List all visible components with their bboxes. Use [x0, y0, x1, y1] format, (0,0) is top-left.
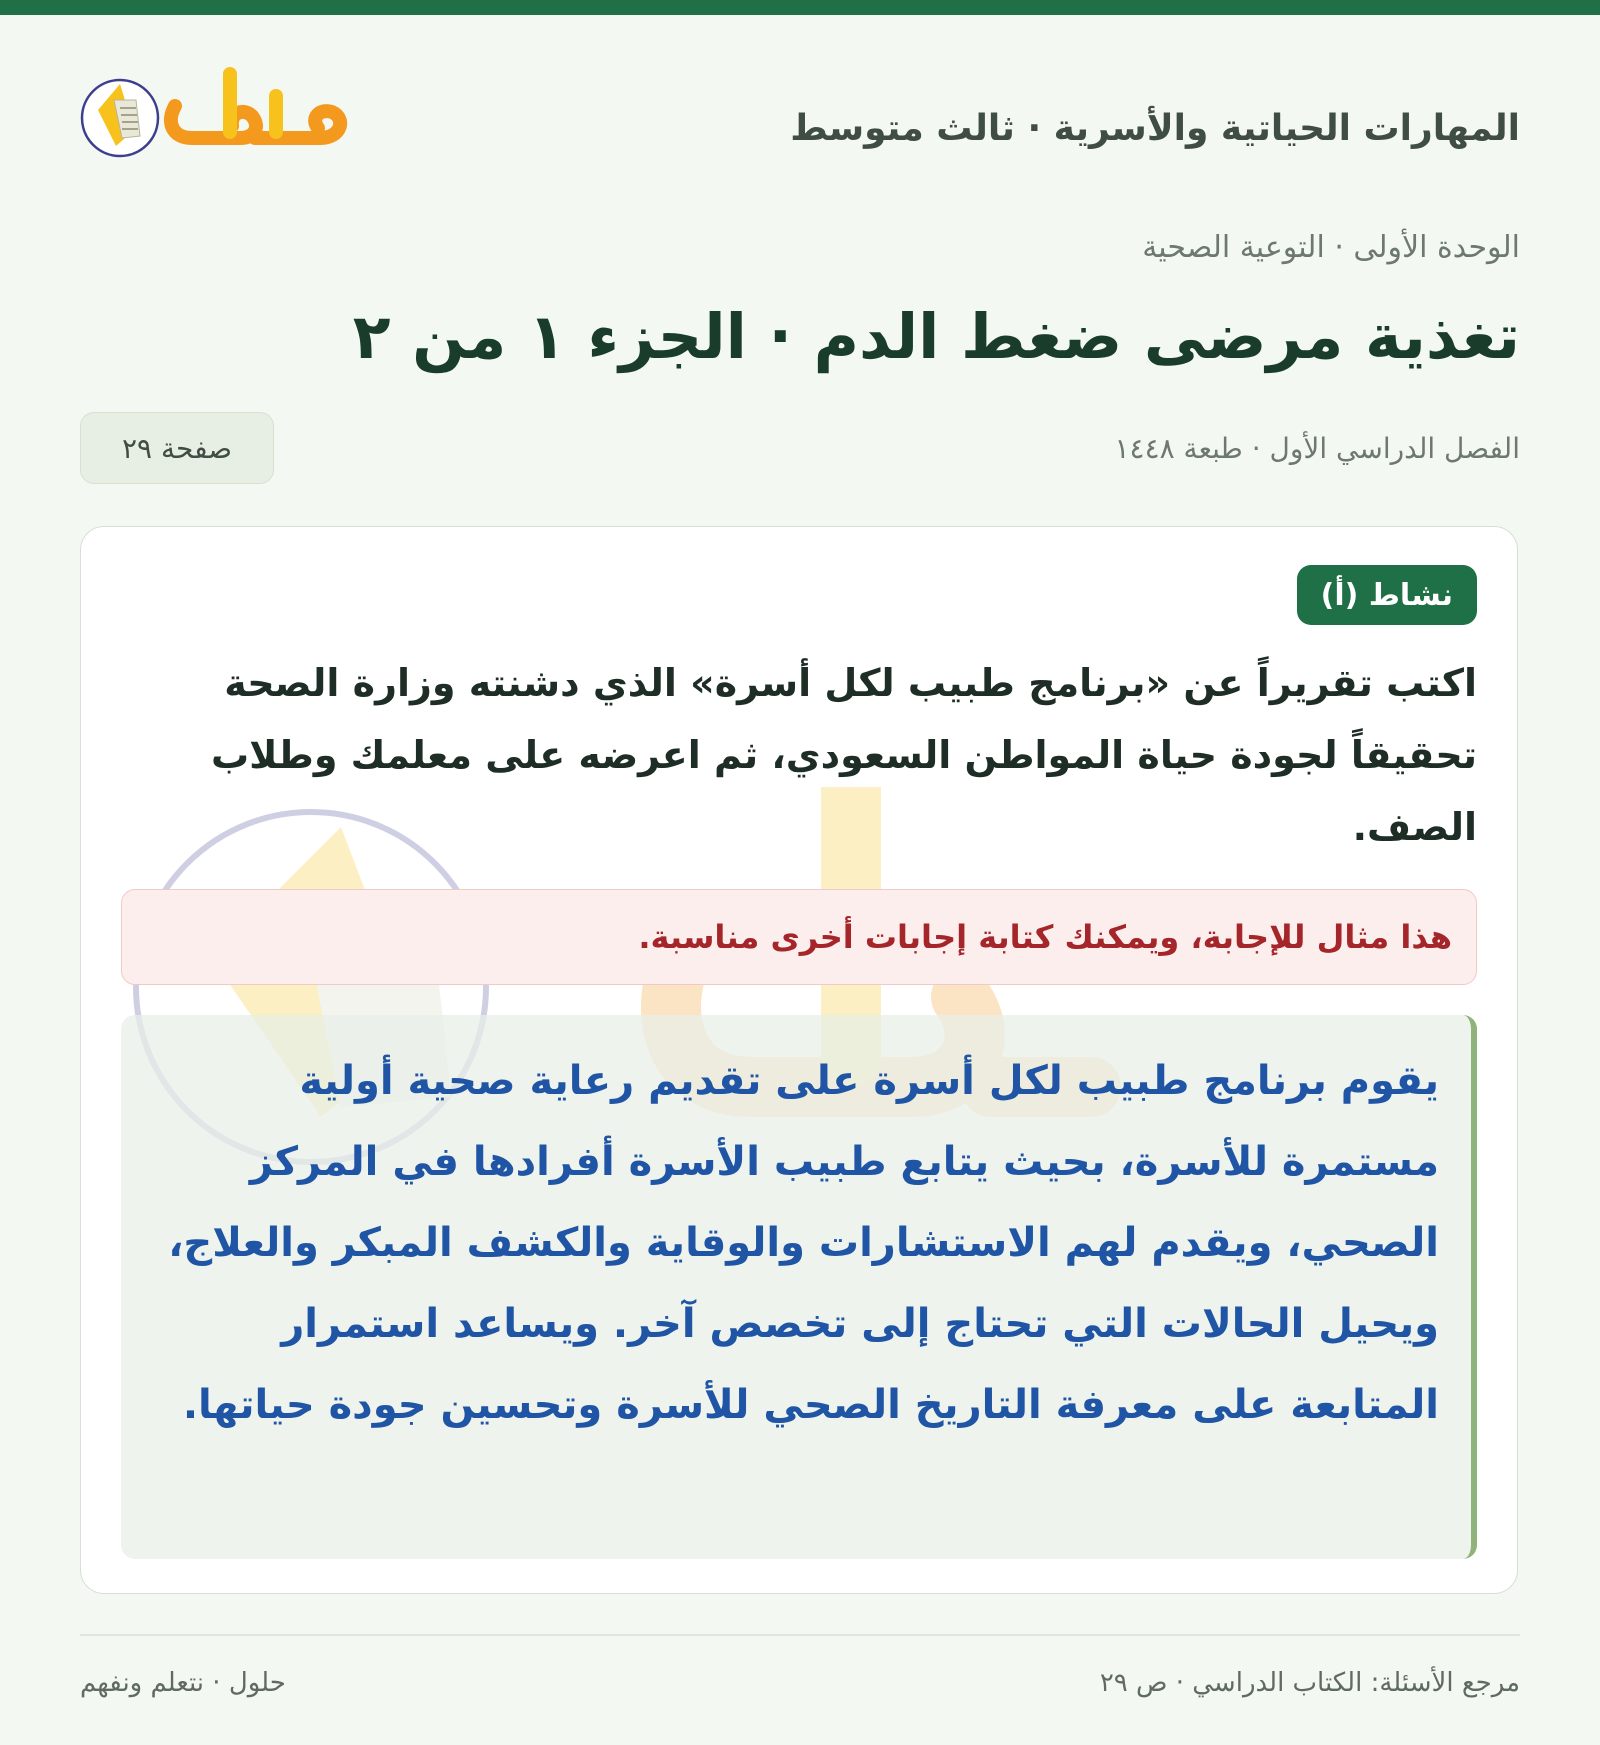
- logo-emblem-icon: [80, 66, 370, 186]
- subject-title: المهارات الحياتية والأسرية · ثالث متوسط: [790, 108, 1520, 149]
- footer-divider: [80, 1634, 1520, 1636]
- activity-card: [80, 526, 1518, 1594]
- activity-badge: نشاط (أ): [1297, 565, 1477, 625]
- page-number-badge: صفحة ٢٩: [80, 412, 274, 484]
- sample-answer-note: هذا مثال للإجابة، ويمكنك كتابة إجابات أخرى مناسبة.: [121, 889, 1477, 985]
- unit-breadcrumb: الوحدة الأولى · التوعية الصحية: [1142, 230, 1520, 265]
- activity-question: اكتب تقريراً عن «برنامج طبيب لكل أسرة» الذي دشنته وزارة الصحة تحقيقاً لجودة حياة المواطن السعودي، ثم اعرضه على معلمك وطلاب الصف.: [211, 661, 1477, 849]
- lesson-title: تغذية مرضى ضغط الدم · الجزء ١ من ٢: [352, 300, 1520, 373]
- answer-text: يقوم برنامج طبيب لكل أسرة على تقديم رعاية صحية أولية مستمرة للأسرة، بحيث يتابع طبيب الأسرة أفرادها في المركز الصحي، ويقدم لهم الاستشارات والوقاية والكشف المبكر والعلاج، ويحيل الحالات التي تحتاج إلى تخصص آخر. ويساعد استمرار المتابعة على معرفة التاريخ الصحي للأسرة وتحسين جودة حياتها.: [121, 1015, 1477, 1559]
- footer-reference: مرجع الأسئلة: الكتاب الدراسي · ص ٢٩: [1099, 1668, 1520, 1698]
- header: [80, 66, 1520, 196]
- footer-brand: حلول · نتعلم ونفهم: [80, 1668, 286, 1698]
- site-logo[interactable]: [80, 66, 370, 186]
- term-edition: الفصل الدراسي الأول · طبعة ١٤٤٨: [1114, 432, 1520, 465]
- top-accent-bar: [0, 0, 1600, 15]
